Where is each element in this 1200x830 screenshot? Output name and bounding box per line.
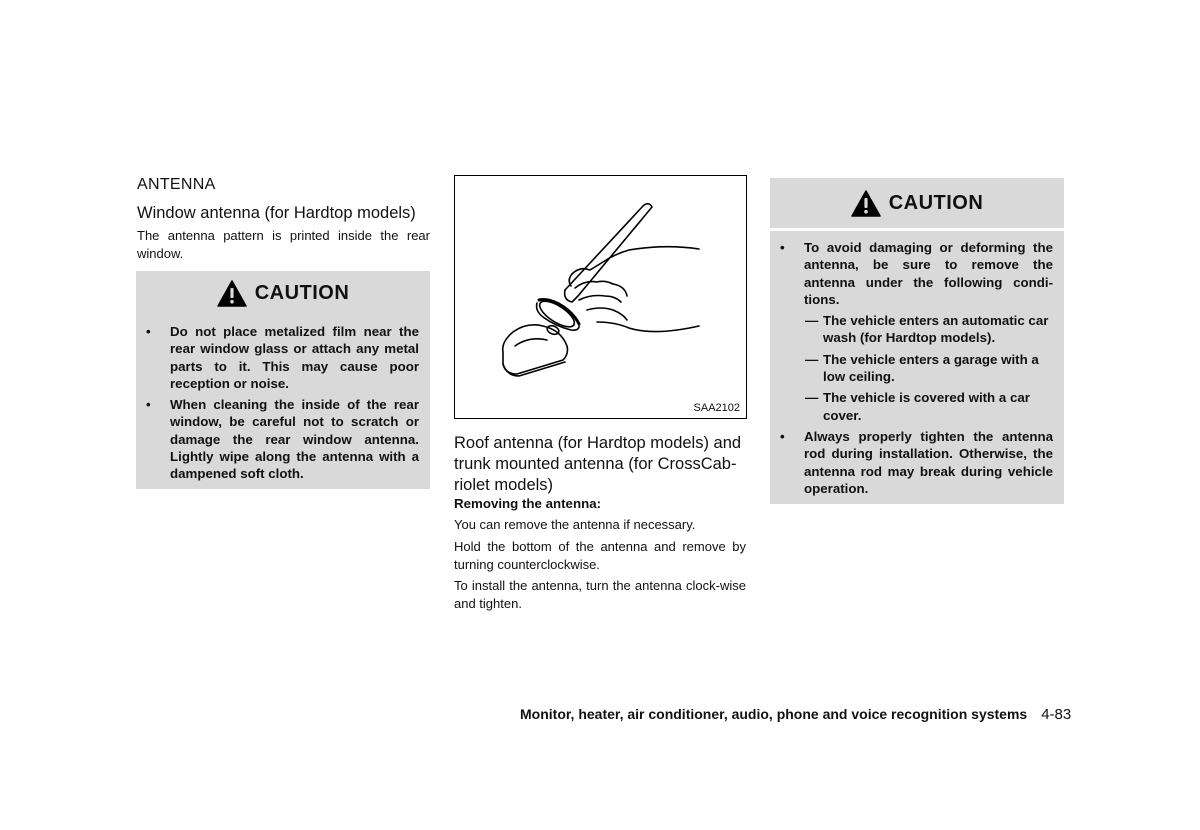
bullet-mark: •: [780, 428, 785, 444]
caution-header: [770, 178, 1064, 228]
removing-paragraph: Hold the bottom of the antenna and remove by turning counterclockwise.: [454, 539, 746, 572]
bullet-mark: •: [146, 397, 151, 413]
dash-mark: —: [805, 351, 819, 367]
caution-bullet-text: To avoid damaging or deforming the antenna, be sure to remove the antenna under the following condi-tions.: [804, 240, 1053, 307]
bullet-mark: •: [780, 240, 785, 255]
caution-sub-item: [770, 389, 1053, 424]
dash-mark: —: [805, 390, 819, 406]
roof-antenna-heading: Roof antenna (for Hardtop models) and trunk mounted antenna (for CrossCab-riolet models): [454, 434, 742, 494]
caution-sub-item-text: The vehicle enters a garage with a low ceiling.: [823, 351, 1039, 385]
removing-heading: Removing the antenna:: [454, 496, 602, 511]
window-antenna-text: The antenna pattern is printed inside the rear window.: [137, 228, 430, 261]
caution-bullet-text: When cleaning the inside of the rear window, be careful not to scratch or damage the rear window antenna. Lightly wipe along the antenna with a dampened soft cloth.: [170, 397, 419, 482]
caution-sub-item-text: The vehicle enters an automatic car wash (for Hardtop models).: [823, 313, 1049, 346]
caution-bullet: [770, 428, 1053, 497]
window-antenna-heading: Window antenna (for Hardtop models): [137, 204, 416, 222]
caution-header: [136, 271, 430, 315]
warning-triangle-icon: [851, 190, 881, 217]
caution-sub-item: [770, 312, 1053, 347]
page-number: 4-83: [1041, 706, 1072, 723]
caution-label: CAUTION: [888, 191, 984, 214]
caution-bullet-text: Do not place metalized film near the rear window glass or attach any metal parts to it. This may cause poor reception or noise.: [170, 324, 419, 391]
caution-box-right: [770, 178, 1064, 504]
caution-bullet: [136, 323, 419, 392]
warning-triangle-icon: [217, 280, 247, 307]
dash-mark: —: [805, 313, 819, 329]
footer-chapter-title: Monitor, heater, air conditioner, audio, phone and voice recognition systems: [520, 706, 1028, 722]
section-title: ANTENNA: [137, 176, 216, 193]
caution-box-left: [136, 271, 430, 489]
install-paragraph: To install the antenna, turn the antenna clock-wise and tighten.: [454, 578, 746, 611]
antenna-illustration: [454, 175, 747, 419]
hand-removing-antenna-illustration: [455, 176, 746, 418]
caution-bullet: [136, 396, 419, 482]
caution-sub-item-text: The vehicle is covered with a car cover.: [823, 390, 1030, 423]
caution-bullet-text: Always properly tighten the antenna rod during installation. Otherwise, the antenna rod may break during vehicle operation.: [804, 428, 1053, 496]
caution-bullet: [770, 239, 1053, 308]
caution-label: CAUTION: [254, 281, 350, 304]
removing-paragraph: You can remove the antenna if necessary.: [454, 517, 696, 532]
caution-sub-item: [770, 351, 1053, 386]
page-footer: [520, 706, 1071, 723]
bullet-mark: •: [146, 324, 151, 339]
figure-code: SAA2102: [693, 402, 740, 414]
